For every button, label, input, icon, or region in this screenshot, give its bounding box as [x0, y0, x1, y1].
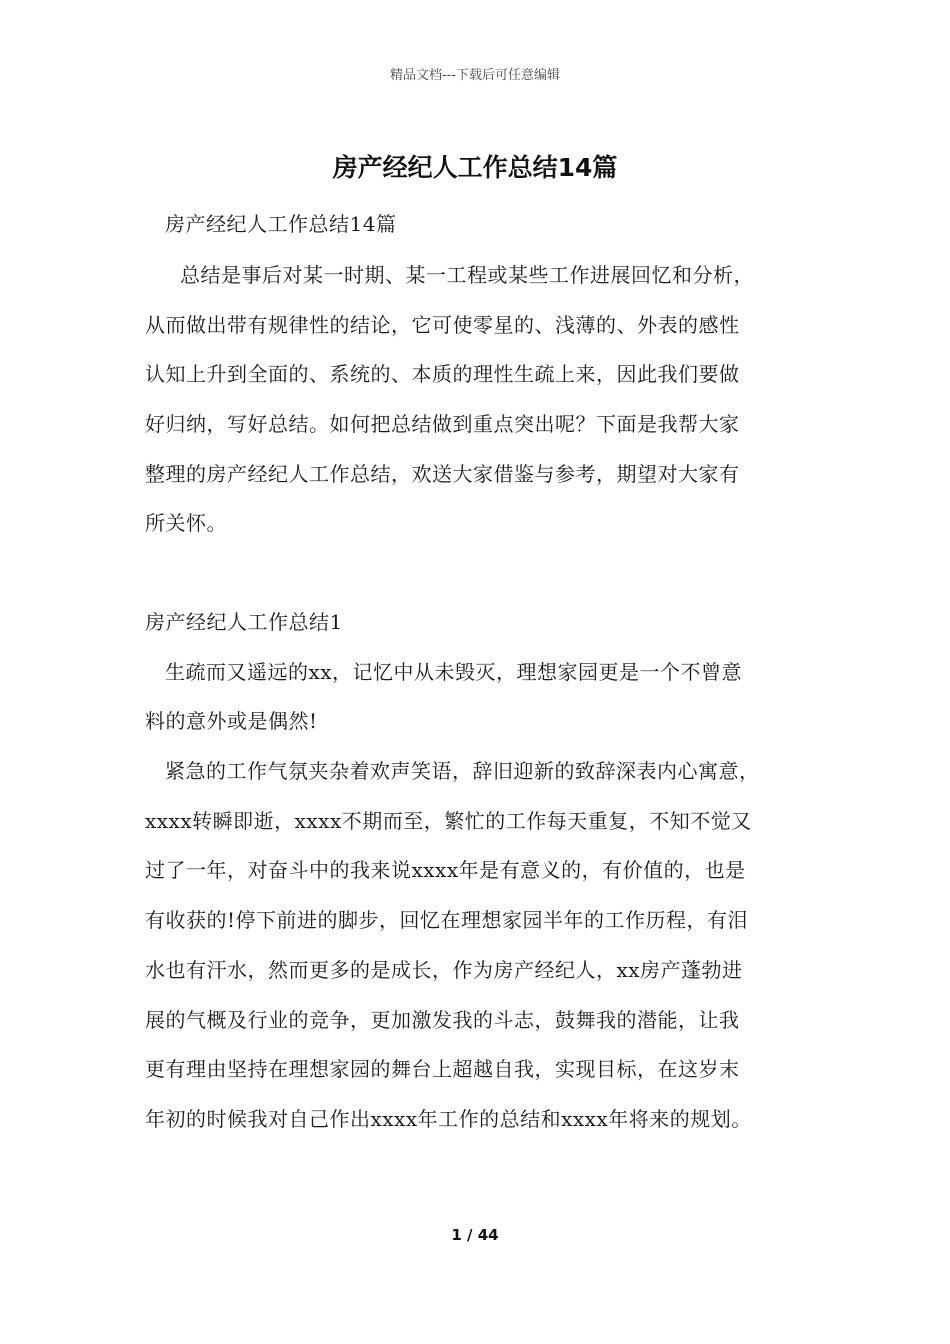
paragraph-line: 总结是事后对某一时期、某一工程或某些工作进展回忆和分析，: [180, 263, 754, 287]
document-title: 房产经纪人工作总结14篇: [332, 153, 618, 182]
paragraph-line: 料的意外或是偶然!: [145, 709, 318, 733]
paragraph-line: 年初的时候我对自己作出xxxx年工作的总结和xxxx年将来的规划。: [145, 1107, 752, 1131]
paragraph-line: 紧急的工作气氛夹杂着欢声笑语，辞旧迎新的致辞深表内心寓意，: [165, 759, 760, 783]
paragraph-line: xxxx转瞬即逝，xxxx不期而至，繁忙的工作每天重复，不知不觉又: [145, 809, 752, 833]
page-header: 精品文档---下载后可任意编辑: [389, 68, 561, 83]
paragraph-line: 过了一年，对奋斗中的我来说xxxx年是有意义的，有价值的，也是: [145, 858, 746, 882]
paragraph-line: 所关怀。: [145, 511, 227, 535]
page-number: 1 / 44: [451, 1226, 499, 1244]
section-heading: 房产经纪人工作总结1: [145, 610, 343, 634]
paragraph-line: 好归纳，写好总结。如何把总结做到重点突出呢？下面是我帮大家: [145, 412, 740, 436]
subtitle-line: 房产经纪人工作总结14篇: [165, 212, 397, 236]
paragraph-line: 从而做出带有规律性的结论，它可使零星的、浅薄的、外表的感性: [145, 313, 740, 337]
paragraph-line: 更有理由坚持在理想家园的舞台上超越自我，实现目标，在这岁末: [145, 1057, 740, 1081]
paragraph-line: 认知上升到全面的、系统的、本质的理性生疏上来，因此我们要做: [145, 362, 740, 386]
paragraph-line: 生疏而又遥远的xx，记忆中从未毁灭，理想家园更是一个不曾意: [165, 660, 743, 684]
paragraph-line: 水也有汗水，然而更多的是成长，作为房产经纪人，xx房产蓬勃进: [145, 958, 743, 982]
paragraph-line: 整理的房产经纪人工作总结，欢送大家借鉴与参考，期望对大家有: [145, 462, 740, 486]
paragraph-line: 展的气概及行业的竞争，更加激发我的斗志，鼓舞我的潜能，让我: [145, 1008, 740, 1032]
paragraph-line: 有收获的!停下前进的脚步，回忆在理想家园半年的工作历程，有泪: [145, 908, 749, 932]
